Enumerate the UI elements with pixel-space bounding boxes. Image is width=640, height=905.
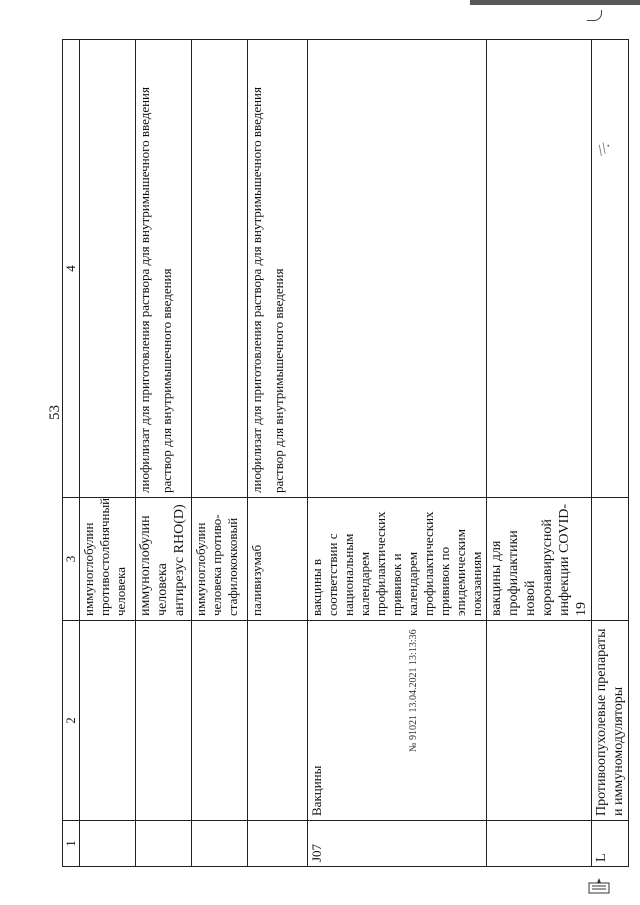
header-col-3: 3 xyxy=(63,498,80,621)
code-cell xyxy=(487,821,592,867)
group-cell xyxy=(192,621,248,821)
scan-artifact xyxy=(470,0,640,5)
table-row xyxy=(487,40,592,867)
header-col-4: 4 xyxy=(63,40,80,498)
drug-cell: паливизумаб xyxy=(248,498,308,621)
registration-stamp: № 91021 13.04.2021 13:13:36 xyxy=(408,629,419,752)
header-col-2: 2 xyxy=(63,621,80,821)
form-item: лиофилизат для приготовления раствора для внутримышечного введения xyxy=(249,87,264,493)
code-cell xyxy=(136,821,192,867)
group-cell: Вакцины xyxy=(308,621,487,821)
table-row xyxy=(592,40,629,867)
emblem-icon xyxy=(587,877,611,895)
rotated-table-container xyxy=(62,40,626,867)
drug-cell: иммуноглобулин противостолбнячный человека xyxy=(80,498,136,621)
table-row xyxy=(308,40,487,867)
header-col-1: 1 xyxy=(63,821,80,867)
form-item: раствор для внутримышечного введения xyxy=(271,268,286,493)
forms-cell xyxy=(308,40,487,498)
group-cell xyxy=(136,621,192,821)
forms-cell xyxy=(136,40,192,498)
table-header-row xyxy=(63,40,80,867)
forms-cell xyxy=(248,40,308,498)
drug-table xyxy=(62,39,629,867)
drug-cell: иммуноглобулин человека антирезус RHO(D) xyxy=(136,498,192,621)
form-item: лиофилизат для приготовления раствора для внутримышечного введения xyxy=(137,87,152,493)
forms-cell xyxy=(192,40,248,498)
table-row xyxy=(192,40,248,867)
code-cell xyxy=(80,821,136,867)
forms-cell xyxy=(487,40,592,498)
group-cell: Противоопухолевые препараты и иммуномодуляторы xyxy=(592,621,629,821)
drug-cell: иммуноглобулин человека противо-стафилококковый xyxy=(192,498,248,621)
drug-cell: вакцины для профилактики новой коронавирусной инфекции COVID-19 xyxy=(487,498,592,621)
page-number: 53 xyxy=(47,405,63,420)
group-cell xyxy=(487,621,592,821)
table-row xyxy=(80,40,136,867)
form-item: раствор для внутримышечного введения xyxy=(159,268,174,493)
group-cell xyxy=(80,621,136,821)
code-cell: L xyxy=(592,821,629,867)
code-cell xyxy=(192,821,248,867)
table-row xyxy=(136,40,192,867)
group-cell xyxy=(248,621,308,821)
forms-cell xyxy=(80,40,136,498)
code-cell: J07 xyxy=(308,821,487,867)
pen-mark: //· xyxy=(594,137,616,160)
code-cell xyxy=(248,821,308,867)
table-row xyxy=(248,40,308,867)
forms-cell xyxy=(592,40,629,498)
drug-cell: вакцины в соответствии с национальным календарем профилактических прививок и календарем профилактических прививок по эпидемическим показаниям xyxy=(308,498,487,621)
drug-cell xyxy=(592,498,629,621)
scan-mark xyxy=(587,10,602,21)
